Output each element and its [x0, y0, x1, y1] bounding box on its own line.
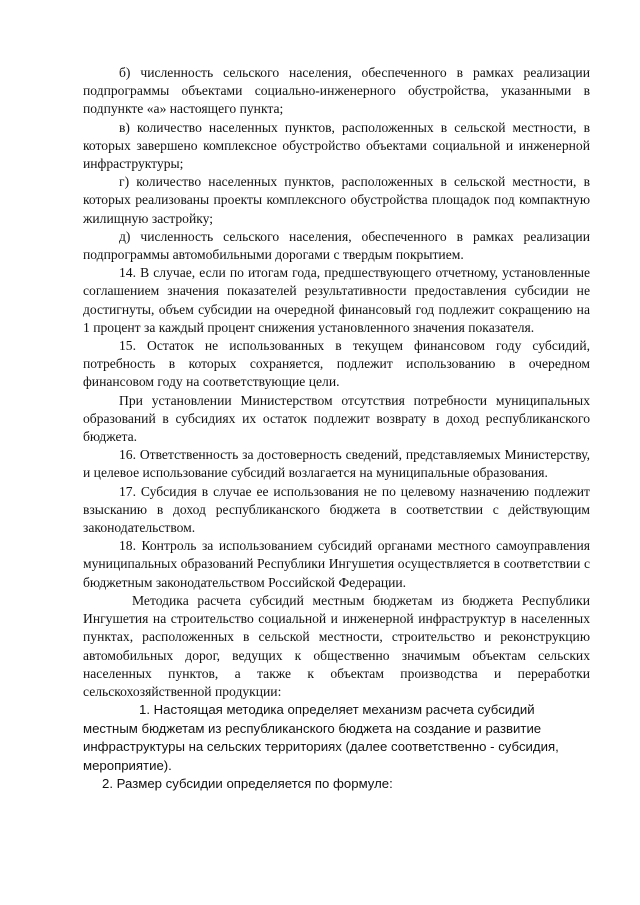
methodology-heading: Методика расчета субсидий местным бюджетам из бюджета Республики Ингушетия на строительство социальной и инженерной инфраструктур в населенных пунктах, расположенных в сельской местности, строительство и реконструкцию автомобильных дорог, ведущих к общественно значимым объектам сельских населенных пунктов, а также к объектам производства и переработки сельскохозяйственной продукции: [83, 592, 590, 699]
methodology-item-2: 2. Размер субсидии определяется по формуле: [102, 776, 393, 792]
paragraph-15-continued: При установлении Министерством отсутствия потребности муниципальных образований в субсидиях их остаток подлежит возврату в доход республиканского бюджета. [83, 392, 590, 445]
methodology-item-1: 1. Настоящая методика определяет механизм расчета субсидий местным бюджетам из республиканского бюджета на создание и развитие инфраструктуры на сельских территориях (далее соответственно - субсидия, мероприятие). [83, 702, 559, 773]
paragraph-b: б) численность сельского населения, обеспеченного в рамках реализации подпрограммы объектами социально-инженерного обустройства, указанными в подпункте «а» настоящего пункта; [83, 65, 590, 117]
paragraph-16: 16. Ответственность за достоверность сведений, представляемых Министерству, и целевое использование субсидий возлагается на муниципальные образования. [83, 447, 590, 481]
paragraph-14: 14. В случае, если по итогам года, предшествующего отчетному, установленные соглашением значения показателей результативности предоставления субсидии не достигнуты, объем субсидии на очередной финансовый год подлежит сокращению на 1 процент за каждый процент снижения установленного значения показателя. [83, 265, 590, 335]
paragraph-d: д) численность сельского населения, обеспеченного в рамках реализации подпрограммы автомобильными дорогами с твердым покрытием. [83, 228, 590, 263]
paragraph-17: 17. Субсидия в случае ее использования не по целевому назначению подлежит взысканию в доход республиканского бюджета в соответствии с действующим законодательством. [83, 483, 590, 536]
paragraph-v: в) количество населенных пунктов, расположенных в сельской местности, в которых завершено комплексное обустройство объектами социальной и инженерной инфраструктуры; [83, 119, 590, 172]
document-body [83, 64, 590, 794]
paragraph-18: 18. Контроль за использованием субсидий органами местного самоуправления муниципальных образований Республики Ингушетия осуществляется в соответствии с бюджетным законодательством Российской Федерации. [83, 538, 590, 590]
paragraph-15: 15. Остаток не использованных в текущем финансовом году субсидий, потребность в которых сохраняется, подлежит использованию в очередном финансовом году на соответствующие цели. [83, 338, 590, 390]
paragraph-g: г) количество населенных пунктов, расположенных в сельской местности, в которых реализованы проекты комплексного обустройства площадок под компактную жилищную застройку; [83, 174, 590, 226]
